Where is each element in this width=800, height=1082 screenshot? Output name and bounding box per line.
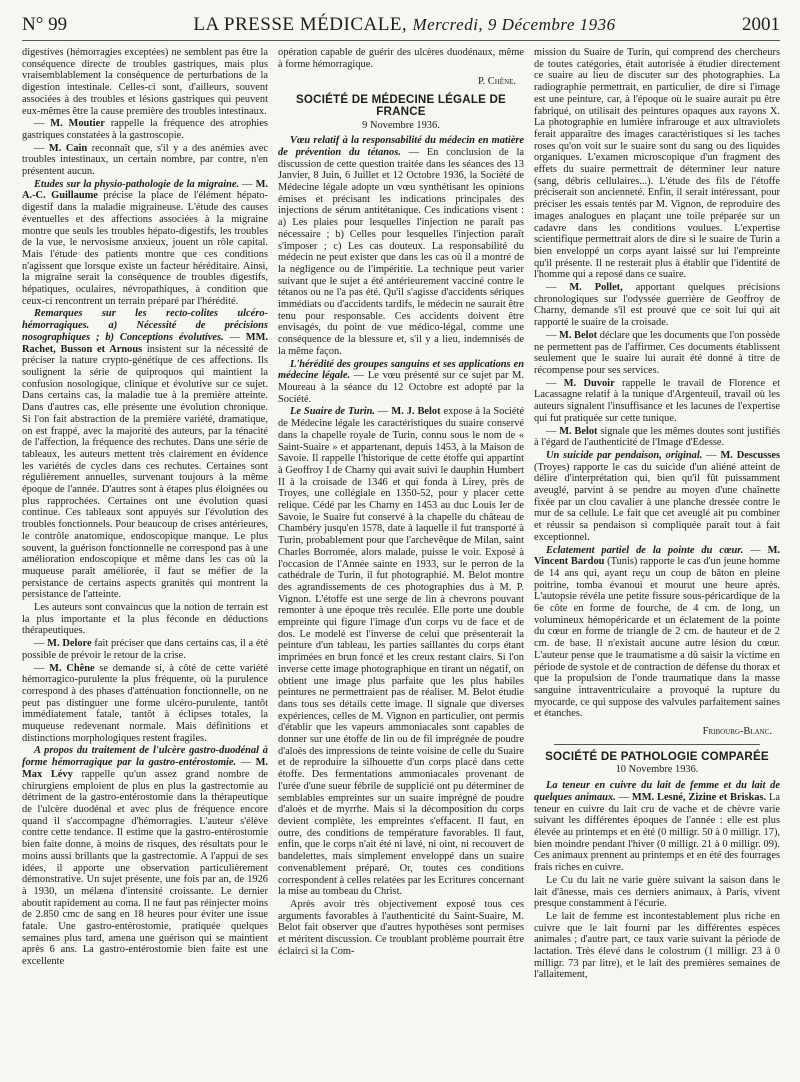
author-name: M. Delore <box>47 638 92 650</box>
author-name: M. Descusses <box>720 449 780 461</box>
author-name: MM. Lesné, Zizine et Briskas. <box>631 791 767 803</box>
paragraph-text: déclare que les documents que l'on possède ne permettent pas de l'affirmer. Ces documents établissent seulement que le suaire lui aurait été donné à titre de récompense pour ses services. <box>534 329 781 376</box>
section-heading: SOCIÉTÉ DE PATHOLOGIE COMPARÉE <box>545 749 769 763</box>
paragraph-text: rappelle qu'un assez grand nombre de chirurgiens emploient de plus en plus la gastrectomie au détriment de la gastro-entérostomie dans la thérapeutique de l'ulcère duodénal et avec plus de fréquence encore quand il s'accompagne d'hémorragies. L'auteur s'élève contre cette tendance. Il estime que la gastro-entérostomie bien faite donne, à moins de risques, des résultats pour le moins aussi brillants que la gastrectomie. A l'appui de ses idées, il apporte une observation particulièrement démonstrative. Un sujet présente, une fois par an, de 1926 à 1930, un mélæna d'intensité croissante. Le dernier aboutit rapidement au coma. Il ne faut pas réinjecter moins de 2.850 cmc de sang en 18 heures pour éviter une issue fatale. Une gastro-entérostomie, pratiquée quelques semaines plus tard, amena une guérison qui se maintient après 6 ans. La gastro-entérostomie bien faite est une excellente <box>22 768 268 968</box>
text-columns <box>22 47 780 982</box>
article-heading: Le Suaire de Turin. <box>290 406 376 418</box>
author-name: M. Pollet, <box>569 282 623 294</box>
paragraph-text: fait préciser que dans certains cas, il a été possible de prévoir le retour de la crise. <box>22 638 268 661</box>
column-2 <box>278 47 524 982</box>
paragraph-text: (Tunis) rapporte le cas d'un jeune homme de 14 ans qui, ayant reçu un coup de bâton en pleine poitrine, tomba évanoui et mourut une heure après. L'autopsie révéla une petite fissure sous-péricardique de la 6e côte en forme de fourche, de 4 cm. de long, un volumineux hémopéricarde et un éclatement de la pointe du cœur en forme de triangle de 2 cm. de hauteur et de 2 cm. de base. Il n'existait aucune autre lésion du cœur. L'auteur pense que le traumatisme a dû saisir la victime en période de systole et de contraction de défense du thorax et que la propulsion de l'onde traumatique dans la masse sanguine intraventriculaire a provoqué la rupture du myocarde, ce qui suppose des valvules parfaitement saines et étanches. <box>534 556 780 720</box>
paragraph: — M. Cain reconnaît que, s'il y a des anémies avec troubles intestinaux, un certain nombre, par contre, n'en présentent aucun. <box>22 142 268 178</box>
paragraph <box>278 47 524 70</box>
journal-name: LA PRESSE MÉDICALE, <box>193 14 408 35</box>
author-name: M. Belot <box>559 425 598 437</box>
paragraph-text: Les auteurs sont convaincus que la notion de terrain est la plus importante et la plus féconde en déductions thérapeutiques. <box>22 602 268 637</box>
section-date: 10 Novembre 1936. <box>615 764 699 776</box>
paragraph-text: rappelle le travail de Florence et Lacassagne relatif à la tunique d'Argenteuil, travail où les auteurs signalent l'insuffisance et les lacunes de l'expertise qui fut pratiquée sur cette tunique. <box>534 377 780 424</box>
section-divider <box>554 744 760 745</box>
author-name: M. Belot <box>559 329 598 341</box>
paragraph-text: Le Cu du lait ne varie guère suivant la saison dans le lait d'ânesse, mais ces derniers animaux, à Paris, vivent presque constamment à l'écurie. <box>534 874 780 910</box>
column-1 <box>22 47 268 982</box>
paragraph: — M. Duvoir rappelle le travail de Florence et Lacassagne relatif à la tunique d'Argenteuil, travail où les auteurs signalent l'insuffisance et les lacunes de l'expertise qui fut pratiquée sur cette tunique. <box>534 377 780 424</box>
paragraph: L'hérédité des groupes sanguins et ses applications en médecine légale. — Le vœu présenté sur ce sujet par M. Moureau à la séance du 12 Octobre est adopté par la Société. <box>278 358 524 405</box>
paragraph: Remarques sur les recto-colites ulcéro-hémorragiques. a) Nécessité de précisions nosographiques ; b) Conceptions évolutives. — MM. Rachet, Busson et Arnous insistent sur la nécessité de préciser la nature crypto-génétique de ces affections. Ils soulignent la série de quiproquos qui maintient la confusion nosologique, clinique et évolutive sur ce sujet. Dans certains cas, la maladie tue à la première atteinte. Dans d'autres cas, elle présente une évolution chronique. Si l'on fait abstraction de la première variété, dramatique, on est frappé, avec la majorité des auteurs, par la ténacité de l'affection, la fréquence des rechutes. Dans une série de tableaux, les auteurs mettent très clairement en évidence les variétés de cycles dans ces rechutes. Certaines sont régulièrement annuelles, survenant toujours à la même époque de l'année. D'autres sont à étapes plus éloignées ou plus rapprochées. Certaines ont une évolution quasi continue. Ces tableaux sont appuyés sur l'évolution des troubles fonctionnels. Pour beaucoup de crises antérieures, le contrôle anatomique, endoscopique manque. Le plus souvent, la guérison fonctionnelle ne correspond pas à une amélioration endoscopique et même dans les cas où la muqueuse paraît améliorée, il faut se méfier de la persistance de certains aspects granités qui montrent la persistance de l'atteinte. <box>22 308 268 601</box>
author-name: M. Chêne <box>49 662 95 674</box>
article-heading: Etudes sur la physio-pathologie de la migraine. <box>34 178 240 190</box>
paragraph <box>534 875 780 910</box>
paragraph <box>278 899 524 958</box>
paragraph <box>22 47 268 117</box>
page-number: 2001 <box>741 14 780 35</box>
author-name: M. A.-C. Guillaume <box>22 178 268 202</box>
paragraph-text: rappelle la fréquence des atrophies gastriques constatées à la gastroscopie. <box>22 118 268 141</box>
paragraph <box>534 911 780 981</box>
author-name: MM. Rachet, Busson et Arnous <box>22 331 268 355</box>
column-3 <box>534 47 780 982</box>
author-name: M. Cain <box>48 142 88 154</box>
article-heading: La teneur en cuivre du lait de femme et du lait de quelques animaux. <box>534 780 780 803</box>
paragraph: Un suicide par pendaison, original. — M. Descusses (Troyes) rapporte le cas du suicide d'un aliéné atteint de délire d'interprétation qui, bien qu'il fût puissamment aveuglé, parvint à se pendre au moyen d'une chaînette fixée par un clou cavalier à une planche dressée contre le mur de sa cellule. Le fait que cet aveuglé ait pu combiner et réussir sa pendaison si compliquée paraît tout à fait exceptionnel. <box>534 449 780 543</box>
paragraph-text: signale que les mêmes doutes sont justifiés à l'égard de l'authenticité de l'Image d'Edesse. <box>534 425 780 449</box>
paragraph <box>534 47 780 281</box>
paragraph-text: opération capable de guérir des ulcères duodénaux, même à forme hémorragique. <box>278 47 524 70</box>
paragraph: La teneur en cuivre du lait de femme et du lait de quelques animaux. — MM. Lesné, Zizine et Briskas. La teneur en cuivre du lait cru de vache et de chèvre varie suivant les différentes époques de l'année : elle est plus élevée au printemps et en été (0 milligr. 50 à 0 milligr. 17), bien moindre pendant l'hiver (0 milligr. 21 à 0 milligr. 09). Ces animaux prennent au printemps et en été des fourrages frais riches en cuivre. <box>534 780 781 874</box>
paragraph: Vœu relatif à la responsabilité du médecin en matière de prévention du tétanos. — En conclusion de la discussion de cette question traitée dans les séances des 13 Janvier, 8 Juin, 6 Juillet et 12 Octobre 1936, la Société de Médecine légale adopte un vœu synthétisant les opinions émises et précisant les indications principales des injections de sérum antitétanique. Ces indications visent : a) Les plaies pour lesquelles l'injection ne paraît pas nécessaire ; b) Celles pour lesquelles l'injection paraît s'imposer ; c) Les cas douteux. La responsabilité du médecin ne peut exister que dans les cas où il a montré de la négligence ou de l'impéritie. La technique peut varier suivant que le sujet a été antérieurement vacciné contre le tétanos ou ne l'a pas été. Qu'il s'agisse d'accidents sériques immédiats ou d'accidents tardifs, le médecin ne saurait être tenu pour responsable. Ces accidents doivent être envisagés, du point de vue médico-légal, comme une conséquence de la blessure et, s'il y a lieu, indemnisés de la même façon. <box>278 135 524 357</box>
issue-number: N° 99 <box>22 14 68 35</box>
article-heading: Un suicide par pendaison, original. <box>546 449 703 461</box>
article-heading: Eclatement partiel de la pointe du cœur. <box>546 544 744 556</box>
paragraph: A propos du traitement de l'ulcère gastro-duodénal à forme hémorragique par la gastro-entérostomie. — M. Max Lévy rappelle qu'un assez grand nombre de chirurgiens emploient de plus en plus la gastrectomie au détriment de la gastro-entérostomie dans la thérapeutique de l'ulcère duodénal et avec plus de fréquence encore quand il s'accompagne d'hémorragies. L'auteur s'élève contre cette tendance. Il estime que la gastro-entérostomie bien faite donne, à moins de risques, des résultats pour le moins aussi brillants que la gastrectomie. A l'appui de ses idées, il apporte une observation particulièrement démonstrative. Un sujet présente, une fois par an, de 1926 à 1930, un mélæna d'intensité croissante. Le dernier aboutit rapidement au coma. Il ne faut pas réinjecter moins de 2.850 cmc de sang en 18 heures pour éviter une issue fatale. Une gastro-entérostomie, pratiquée quelques semaines plus tard, amena une guérison qui se maintient après 6 ans. La gastro-entérostomie bien faite est une excellente <box>22 745 268 968</box>
author-name: M. Duvoir <box>563 377 615 389</box>
paragraph-text: Le vœu présenté sur ce sujet par M. Moureau à la séance du 12 Octobre est adopté par la Société. <box>278 370 524 405</box>
paragraph-text: Après avoir très objectivement exposé tous ces arguments favorables à l'authenticité du Saint-Suaire, M. Belot fait observer que d'autres hypothèses sont permises et méritent discussion. Ce troublant problème pourrait être éclairci si la Com- <box>278 898 524 957</box>
issue-date: Mercredi, 9 Décembre 1936 <box>412 15 616 34</box>
paragraph-text: Le lait de femme est incontestablement plus riche en cuivre que le lait fourni par les différentes espèces animales ; d'autre part, ce taux varie suivant la période de lactation. Très élevé dans le colostrum (1 milligr. 23 à 0 milligr. 73 par litre), et le lait des premières semaines de l'allaitement, <box>534 910 780 981</box>
paragraph-text: insistent sur la nécessité de préciser la nature crypto-génétique de ces affections. Ils soulignent la série de quiproquos qui maintient la confusion nosologique, clinique et évolutive sur ce sujet. Dans certains cas, la maladie tue à la première atteinte. Dans d'autres cas, elle présente une évolution chronique. Si l'on fait abstraction de la première variété, dramatique, on est frappé, avec la majorité des auteurs, par la ténacité de l'affection, la fréquence des rechutes. Dans une série de tableaux, les auteurs mettent très clairement en évidence les variétés de cycles dans ces rechutes. Certaines sont régulièrement annuelles, survenant toujours à la même époque de l'année. D'autres sont à étapes plus éloignées ou plus rapprochées. Certaines ont une évolution quasi continue. Ces tableaux sont appuyés sur l'évolution des troubles fonctionnels. Pour beaucoup de crises antérieures, le contrôle anatomique, endoscopique manque. Le plus souvent, la guérison fonctionnelle ne correspond pas à une amélioration endoscopique et même dans les cas où la muqueuse paraît améliorée, il faut se méfier de la persistance de certains aspects granités qui montrent la persistance de l'atteinte. <box>22 343 268 601</box>
article-heading: Remarques sur les recto-colites ulcéro-hémorragiques. a) Nécessité de précisions nosographiques ; b) Conceptions évolutives. <box>22 308 268 343</box>
paragraph-text: En conclusion de la discussion de cette question traitée dans les séances des 13 Janvier, 8 Juin, 6 Juillet et 12 Octobre 1936, la Société de Médecine légale adopte un vœu synthétisant les opinions émises et précisant les indications principales des injections de sérum antitétanique. Ces indications visent : a) Les plaies pour lesquelles l'injection ne paraît pas nécessaire ; b) Celles pour lesquelles l'injection paraît s'imposer ; c) Les cas douteux. La responsabilité du médecin ne peut exister que dans les cas où il a montré de la négligence ou de l'impéritie. La technique peut varier suivant que le sujet a été antérieurement vacciné contre le tétanos ou ne l'a pas été. Qu'il s'agisse d'accidents sériques immédiats ou d'accidents tardifs, le médecin ne saurait être tenu pour responsable. Ces accidents doivent être envisagés, du point de vue médico-légal, comme une conséquence de la blessure et, s'il y a lieu, indemnisés de la même façon. <box>278 146 524 357</box>
signature: P. Chêne. <box>477 76 516 88</box>
page-header <box>22 14 780 41</box>
section-date: 9 Novembre 1936. <box>362 119 440 131</box>
paragraph: — M. Chêne se demande si, à côté de cette variété hémorragico-purulente la plus fréquente, où la purulence correspond à des phases d'atténuation fonctionnelle, on ne peut pas distinguer une forme ulcéro-purulente, tantôt immédiatement fatale, tantôt à éclipses totales, la muqueuse redevenant normale. Mais définitions et distinctions morphologiques restent fragiles. <box>22 662 268 744</box>
paragraph-text: (Troyes) rapporte le cas du suicide d'un aliéné atteint de délire d'interprétation qui, bien qu'il fût puissamment aveuglé, parvint à se pendre au moyen d'une chaînette fixée par un clou cavalier à une planche dressée contre le mur de sa cellule. Le fait que cet aveuglé ait pu combiner et réussir sa pendaison si compliquée paraît tout à fait exceptionnel. <box>534 461 780 543</box>
paragraph-text: La teneur en cuivre du lait cru de vache et de chèvre varie suivant les différentes époques de l'année : elle est plus élevée au printemps et en été (0 milligr. 50 à 0 milligr. 17), bien moindre pendant l'hiver (0 milligr. 21 à 0 milligr. 09). Ces animaux prennent au printemps et en été des fourrages frais riches en cuivre. <box>534 791 781 874</box>
article-heading: A propos du traitement de l'ulcère gastro-duodénal à forme hémorragique par la gastro-entérostomie. <box>22 745 268 769</box>
author-name: M. Max Lévy <box>22 757 268 780</box>
signature: Fribourg-Blanc. <box>702 726 772 738</box>
paragraph: Etudes sur la physio-pathologie de la migraine. — M. A.-C. Guillaume précise la place de l'élément hépato-digestif dans la maladie migraineuse. L'étude des causes éventuelles et des affections associées à la migraine montre que seuls les troubles hépato-digestifs, les troubles de la vue, le nervosisme anxieux, jouent un rôle capital. Mais l'étude des patients montre que ces conditions n'agissent que lorsque existe un facteur héréditaire. Ainsi, la migraine serait la conséquence de troubles digestifs, hépatiques, oculaires, névropathiques, à condition que ceux-ci rencontrent un terrain préparé par l'hérédité. <box>22 178 268 307</box>
article-heading: L'hérédité des groupes sanguins et ses applications en médecine légale. <box>278 358 524 382</box>
paragraph-text: reconnaît que, s'il y a des anémies avec troubles intestinaux, un certain nombre, par contre, n'en présentent aucun. <box>22 142 268 178</box>
paragraph: — M. Pollet, apportant quelques précisions chronologiques sur l'odyssée guerrière de Geoffroy de Charny, demande s'il est prouvé que ce soit lui qui ait rapporté le suaire de la croisade. <box>534 282 780 329</box>
author-name: M. Vincent Bardou <box>534 544 780 568</box>
paragraph-text: digestives (hémorragies exceptées) ne semblent pas être la conséquence directe de troubles gastriques, mais plus vraisemblablement la conséquence de perturbations de la digestion intestinale. Celles-ci sont, d'ailleurs, souvent associées à des troubles et lésions gastriques qui peuvent eux-mêmes être la cause première des troubles intestinaux. <box>22 47 268 117</box>
paragraph-text: expose à la Société de Médecine légale les caractéristiques du suaire conservé dans la chapelle royale de Turin, connu sous le nom de « Saint-Suaire » et appartenant, depuis 1453, à la Maison de Savoie. Il rappelle l'historique de cette étoffe qui appartint à Geoffroy I de Charny qui avait suivi le dauphin Humbert II à la croisade de 1346 et qui fonda à Lirey, près de Troyes, une collégiale en 1350-52, pour y placer cette relique. Cédé par les Charny en 1453 au duc Louis Ier de Savoie, le Suaire fut conservé à la chapelle du château de Chambéry jusqu'en 1578, date à laquelle il fut transporté à Turin, probablement pour que l'archevêque de Milan, saint Charles Borromée, alors malade, puisse le voir. Exposé à l'occasion de l'Année sainte en 1933, sur le perron de la cathédrale de Turin, il fut photographié. M. Belot montre des agrandissements de ces photographies dus à M. P. Vignon. L'étoffe est une serge de lin à chevrons pouvant remonter à une époque très reculée. Elle porte une double empreinte qui figure l'image d'un corps vu de face et de dos. Le modelé est l'inverse de celui que présenterait la peinture d'un tableau, les parties saillantes du corps étant imprimées en brun foncé et les creux restant clairs. Si l'on inverse cette image photographique en tirant un négatif, on obtient une image plus parfaite que les plus habiles peintures ne permettraient pas de réaliser. M. Belot étudie dans tous ses détails cette image. Il signale que diverses expériences, celles de M. Vignon en particulier, ont permis d'établir que les vapeurs ammoniacales sont capables de donner sur une étoffe de lin ou de fil imprégnée de poudre d'aloès des impressions de teinte voisine de celle du Suaire et de reproduire la silhouette d'un corps placé dans cette étoffe. Des fermentations ammoniacales provenant de l'urée d'une sueur fébrile de supplicié ont pu déterminer de semblables empreintes sur un suaire imprégné de poudre d'aloès et de myrrhe. Mais si la décomposition du corps devient complète, les empreintes s'effacent. Il faut, en outre, des conditions de température favorables. Il faut, enfin, que le corps n'ait été ni lavé, ni oint, ni recouvert de bandelettes, mais simplement enveloppé dans un suaire convenablement préparé. Or, toutes ces conditions correspondent à celles relatées par les Ecritures concernant la mise au tombeau du Christ. <box>278 406 524 898</box>
paragraph: — M. Belot déclare que les documents que l'on possède ne permettent pas de l'affirmer. Ces documents établissent seulement que le suaire lui aurait été donné à titre de récompense pour ses services. <box>534 329 781 376</box>
paragraph: — M. Moutier rappelle la fréquence des atrophies gastriques constatées à la gastroscopie. <box>22 118 268 141</box>
paragraph: Eclatement partiel de la pointe du cœur. — M. Vincent Bardou (Tunis) rapporte le cas d'un jeune homme de 14 ans qui, ayant reçu un coup de bâton en pleine poitrine, tomba évanoui et mourut une heure après. L'autopsie révéla une petite fissure sous-péricardique de la 6e côte en forme de fourche, de 4 cm. de long, un volumineux hémopéricarde et un éclatement de la pointe du cœur en forme de triangle de 2 cm. de hauteur et de 2 cm. de base. Il n'existait aucune autre lésion du cœur. L'auteur pense que le traumatisme a dû saisir la victime en période de systole et de contraction de défense du thorax et que la propulsion de l'onde traumatique dans la masse sanguine intraventriculaire a provoqué la rupture du myocarde, ce qui suppose des valvules parfaitement saines et étanches. <box>534 544 780 720</box>
paragraph: Le Suaire de Turin. — M. J. Belot expose à la Société de Médecine légale les caractéristiques du suaire conservé dans la chapelle royale de Turin, connu sous le nom de « Saint-Suaire » et appartenant, depuis 1453, à la Maison de Savoie. Il rappelle l'historique de cette étoffe qui appartint à Geoffroy I de Charny qui avait suivi le dauphin Humbert II à la croisade de 1346 et qui fonda à Lirey, près de Troyes, une collégiale en 1350-52, pour y placer cette relique. Cédé par les Charny en 1453 au duc Louis Ier de Savoie, le Suaire fut conservé à la chapelle du château de Chambéry jusqu'en 1578, date à laquelle il fut transporté à Turin, probablement pour que l'archevêque de Milan, saint Charles Borromée, alors malade, puisse le voir. Exposé à l'occasion de l'Année sainte en 1933, sur le perron de la cathédrale de Turin, il fut photographié. M. Belot montre des agrandissements de ces photographies dus à M. P. Vignon. L'étoffe est une serge de lin à chevrons pouvant remonter à une époque très reculée. Elle porte une double empreinte qui figure l'image d'un corps vu de face et de dos. Le modelé est l'inverse de celui que présenterait la peinture d'un tableau, les parties saillantes du corps étant imprimées en brun foncé et les creux restant clairs. Si l'on inverse cette image photographique en tirant un négatif, on obtient une image plus parfaite que les plus habiles peintures ne permettraient pas de réaliser. M. Belot étudie dans tous ses détails cette image. Il signale que diverses expériences, celles de M. Vignon en particulier, ont permis d'établir que les vapeurs ammoniacales sont capables de donner sur une étoffe de lin ou de fil imprégnée de poudre d'aloès des impressions de teinte voisine de celle du Suaire et de reproduire la silhouette d'un corps placé dans cette étoffe. Des fermentations ammoniacales provenant de l'urée d'une sueur fébrile de supplicié ont pu déterminer de semblables empreintes sur un suaire imprégné de poudre d'aloès et de myrrhe. Mais si la décomposition du corps devient complète, les empreintes s'effacent. Il faut, en outre, des conditions de température favorables. Il faut, enfin, que le corps n'ait été ni lavé, ni oint, ni recouvert de bandelettes, mais simplement enveloppé dans un suaire convenablement préparé. Or, toutes ces conditions correspondent à celles relatées par les Ecritures concernant la mise au tombeau du Christ. <box>278 406 524 898</box>
paragraph-text: apportant quelques précisions chronologiques sur l'odyssée guerrière de Geoffroy de Charny, demande s'il est prouvé que ce soit lui qui ait rapporté le suaire de la croisade. <box>534 282 780 329</box>
author-name: M. J. Belot <box>391 406 441 418</box>
paragraph-text: se demande si, à côté de cette variété hémorragico-purulente la plus fréquente, où la purulence correspond à des phases d'atténuation fonctionnelle, on ne peut pas distinguer une forme ulcéro-purulente, tantôt immédiatement fatale, tantôt à éclipses totales, la muqueuse redevenant normale. Mais définitions et distinctions morphologiques restent fragiles. <box>22 662 268 744</box>
paragraph-text: précise la place de l'élément hépato-digestif dans la maladie migraineuse. L'étude des causes éventuelles et des affections associées à la migraine montre que seuls les troubles hépato-digestifs, les troubles de la vue, le nervosisme anxieux, jouent un rôle capital. Mais l'étude des patients montre que ces conditions n'agissent que lorsque existe un facteur héréditaire. Ainsi, la migraine serait la conséquence de troubles digestifs, hépatiques, oculaires, névropathiques, à condition que ceux-ci rencontrent un terrain préparé par l'hérédité. <box>22 190 268 307</box>
section-heading: SOCIÉTÉ DE MÉDECINE LÉGALE DE FRANCE <box>295 93 506 118</box>
author-name: M. Moutier <box>50 118 105 130</box>
paragraph-text: mission du Suaire de Turin, qui comprend des chercheurs de toutes catégories, était autorisée à étudier directement ce suaire au lieu de discuter sur des photographies. La radiographie permettrait, en particulier, de dire si l'image est une peinture, car, à l'époque où le suaire aurait pu être fabriqué, on utilisait des peintures opaques aux rayons X. La photographie en lumière infrarouge et aux ultraviolets ferait apparaître des images caractéristiques si les taches roses qu'on voit sur le suaire sont du sang ou des liquides organiques. L'examen microscopique d'un fragment des effets du suaire permettrait de déterminer leur nature (sang, débris cellulaires...). L'étude des fils de l'étoffe préciserait son ancienneté. Enfin, il serait intéressant, pour préciser les essais tentés par M. Vignon, de reproduire des images analogues en plaçant une toile préparée sur un cadavre dans les conditions voulues. L'expertise scientifique permettrait alors de dire si le suaire de Turin a bien enveloppé un corps ayant laissé sur lui l'empreinte qu'il présente. Il ne resterait plus à établir que l'identité de l'homme qui a reposé dans ce suaire. <box>534 47 780 281</box>
paragraph <box>22 602 268 637</box>
journal-title <box>193 14 615 36</box>
paragraph: — M. Delore fait préciser que dans certains cas, il a été possible de prévoir le retour de la crise. <box>22 638 268 661</box>
paragraph: — M. Belot signale que les mêmes doutes sont justifiés à l'égard de l'authenticité de l'Image d'Edesse. <box>534 425 780 449</box>
article-heading: Vœu relatif à la responsabilité du médecin en matière de prévention du tétanos. <box>278 135 524 158</box>
